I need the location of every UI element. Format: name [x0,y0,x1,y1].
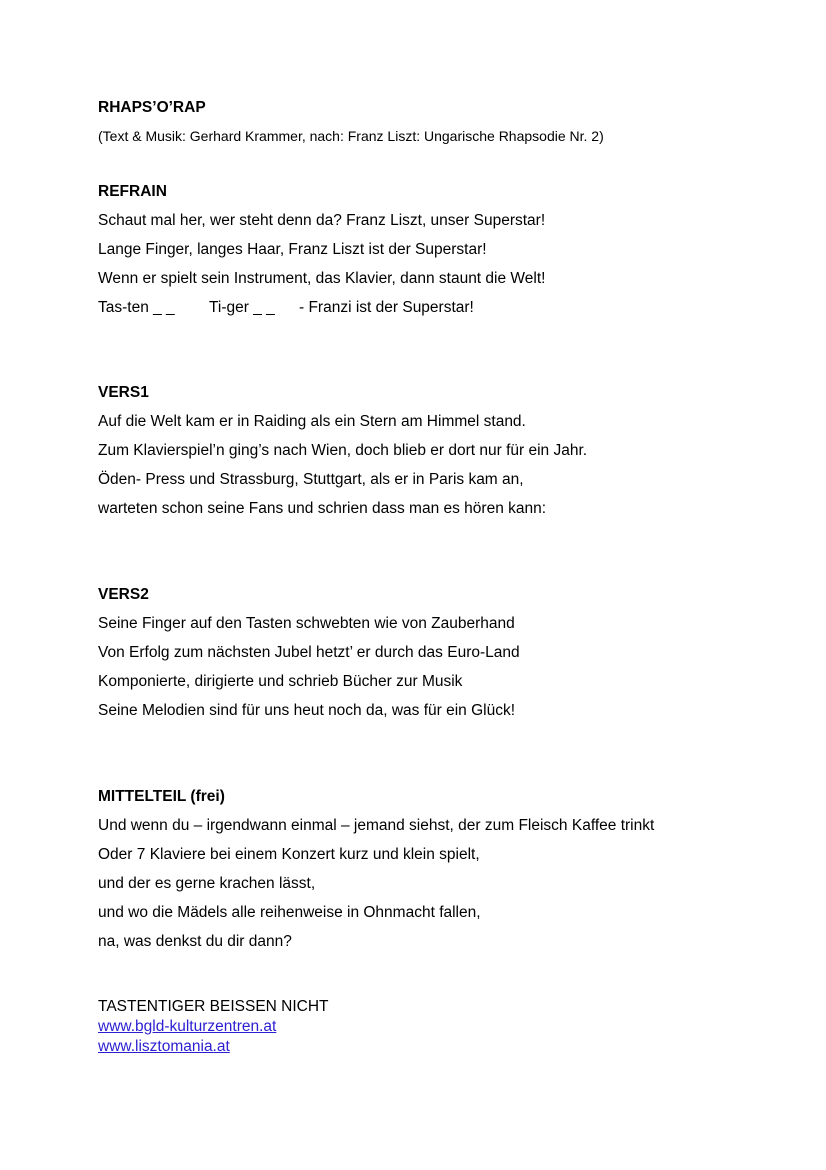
lyric-line: warteten schon seine Fans und schrien dass man es hören kann: [98,500,547,517]
lyric-line: Seine Melodien sind für uns heut noch da, was für ein Glück! [98,702,516,719]
mittelteil-section [98,782,654,956]
vers1-heading: VERS1 [98,384,149,401]
song-credits: (Text & Musik: Gerhard Krammer, nach: Franz Liszt: Ungarische Rhapsodie Nr. 2) [98,128,604,144]
lyric-line-call-response [98,293,545,322]
lyric-line: und der es gerne krachen lässt, [98,875,316,892]
lyric-fragment: Tas-ten _ _ [98,299,175,316]
lyric-line: Von Erfolg zum nächsten Jubel hetzt’ er durch das Euro-Land [98,644,520,661]
footer-title: TASTENTIGER BEISSEN NICHT [98,998,329,1015]
lyric-fragment: Ti-ger _ _ [209,299,275,316]
lyric-line: und wo die Mädels alle reihenweise in Ohnmacht fallen, [98,904,481,921]
lyric-line: Oder 7 Klaviere bei einem Konzert kurz und klein spielt, [98,846,480,863]
lyric-line: na, was denkst du dir dann? [98,933,292,950]
lyric-line: Komponierte, dirigierte und schrieb Bücher zur Musik [98,673,463,690]
vers1-section [98,378,587,523]
link-lisztomania[interactable]: www.lisztomania.at [98,1038,230,1055]
vers2-heading: VERS2 [98,586,149,603]
lyric-line: Wenn er spielt sein Instrument, das Klavier, dann staunt die Welt! [98,270,546,287]
lyric-line: Schaut mal her, wer steht denn da? Franz Liszt, unser Superstar! [98,212,546,229]
lyric-line: Und wenn du – irgendwann einmal – jemand siehst, der zum Fleisch Kaffee trinkt [98,817,655,834]
refrain-heading: REFRAIN [98,183,167,200]
lyric-line: Auf die Welt kam er in Raiding als ein Stern am Himmel stand. [98,413,526,430]
refrain-section [98,177,545,322]
vers2-section [98,580,520,725]
song-title: RHAPS’O’RAP [98,99,206,116]
lyric-line: Seine Finger auf den Tasten schwebten wie von Zauberhand [98,615,515,632]
lyric-fragment: - Franzi ist der Superstar! [299,299,474,316]
lyric-line: Lange Finger, langes Haar, Franz Liszt ist der Superstar! [98,241,487,258]
footer [98,997,329,1057]
link-bgld-kulturzentren[interactable]: www.bgld-kulturzentren.at [98,1018,277,1035]
lyric-line: Öden- Press und Strassburg, Stuttgart, als er in Paris kam an, [98,471,524,488]
mittelteil-heading: MITTELTEIL (frei) [98,788,225,805]
lyric-line: Zum Klavierspiel’n ging’s nach Wien, doch blieb er dort nur für ein Jahr. [98,442,588,459]
